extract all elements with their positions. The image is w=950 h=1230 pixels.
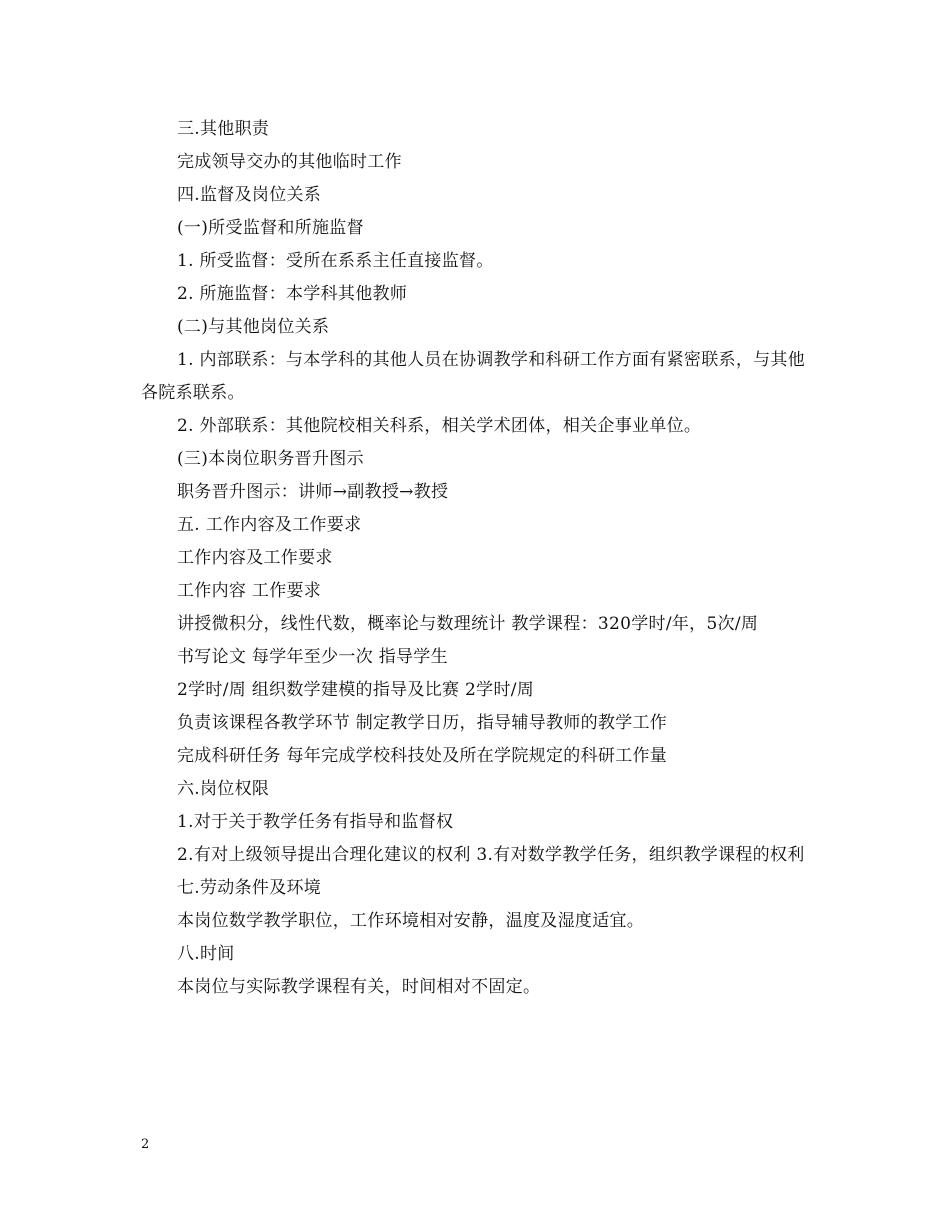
paragraph: 2学时/周 组织数学建模的指导及比赛 2学时/周 [177,680,535,700]
paragraph: 负责该课程各教学环节 制定教学日历，指导辅导教师的教学工作 [177,713,668,733]
section-heading-time: 八.时间 [177,944,235,964]
subsection-heading: (一)所受监督和所施监督 [177,218,364,238]
paragraph: 讲授微积分，线性代数，概率论与数理统计 教学课程：320学时/年，5次/周 [177,614,759,634]
paragraph: 本岗位与实际教学课程有关，时间相对不固定。 [177,977,541,997]
section-heading-work-content: 五. 工作内容及工作要求 [177,515,362,535]
subsection-heading: (三)本岗位职务晋升图示 [177,449,364,469]
section-heading-working-conditions: 七.劳动条件及环境 [177,878,322,898]
paragraph: 完成领导交办的其他临时工作 [177,152,402,172]
list-item: 1. 内部联系：与本学科的其他人员在协调教学和科研工作方面有紧密联系，与其他各院系联系。 [141,350,806,403]
list-item: 2.有对上级领导提出合理化建议的权利 3.有对数学教学任务，组织教学课程的权利 [177,845,805,865]
paragraph: 职务晋升图示：讲师→副教授→教授 [177,482,449,502]
section-heading-supervision: 四.监督及岗位关系 [177,185,322,205]
list-item: 1. 所受监督：受所在系系主任直接监督。 [177,251,494,271]
list-item: 1.对于关于教学任务有指导和监督权 [177,812,454,832]
paragraph: 工作内容及工作要求 [177,548,333,568]
paragraph: 书写论文 每学年至少一次 指导学生 [177,647,448,667]
paragraph: 工作内容 工作要求 [177,581,322,601]
subsection-heading: (二)与其他岗位关系 [177,317,330,337]
list-item: 2. 所施监督：本学科其他教师 [177,284,408,304]
page-number: 2 [141,1137,150,1152]
section-heading-other-duties: 三.其他职责 [177,119,270,139]
paragraph: 本岗位数学教学职位，工作环境相对安静，温度及湿度适宜。 [177,911,645,931]
list-item: 2. 外部联系：其他院校相关科系，相关学术团体，相关企事业单位。 [177,416,702,436]
paragraph: 完成科研任务 每年完成学校科技处及所在学院规定的科研工作量 [177,746,668,766]
document-body [141,113,821,1004]
section-heading-authority: 六.岗位权限 [177,779,270,799]
